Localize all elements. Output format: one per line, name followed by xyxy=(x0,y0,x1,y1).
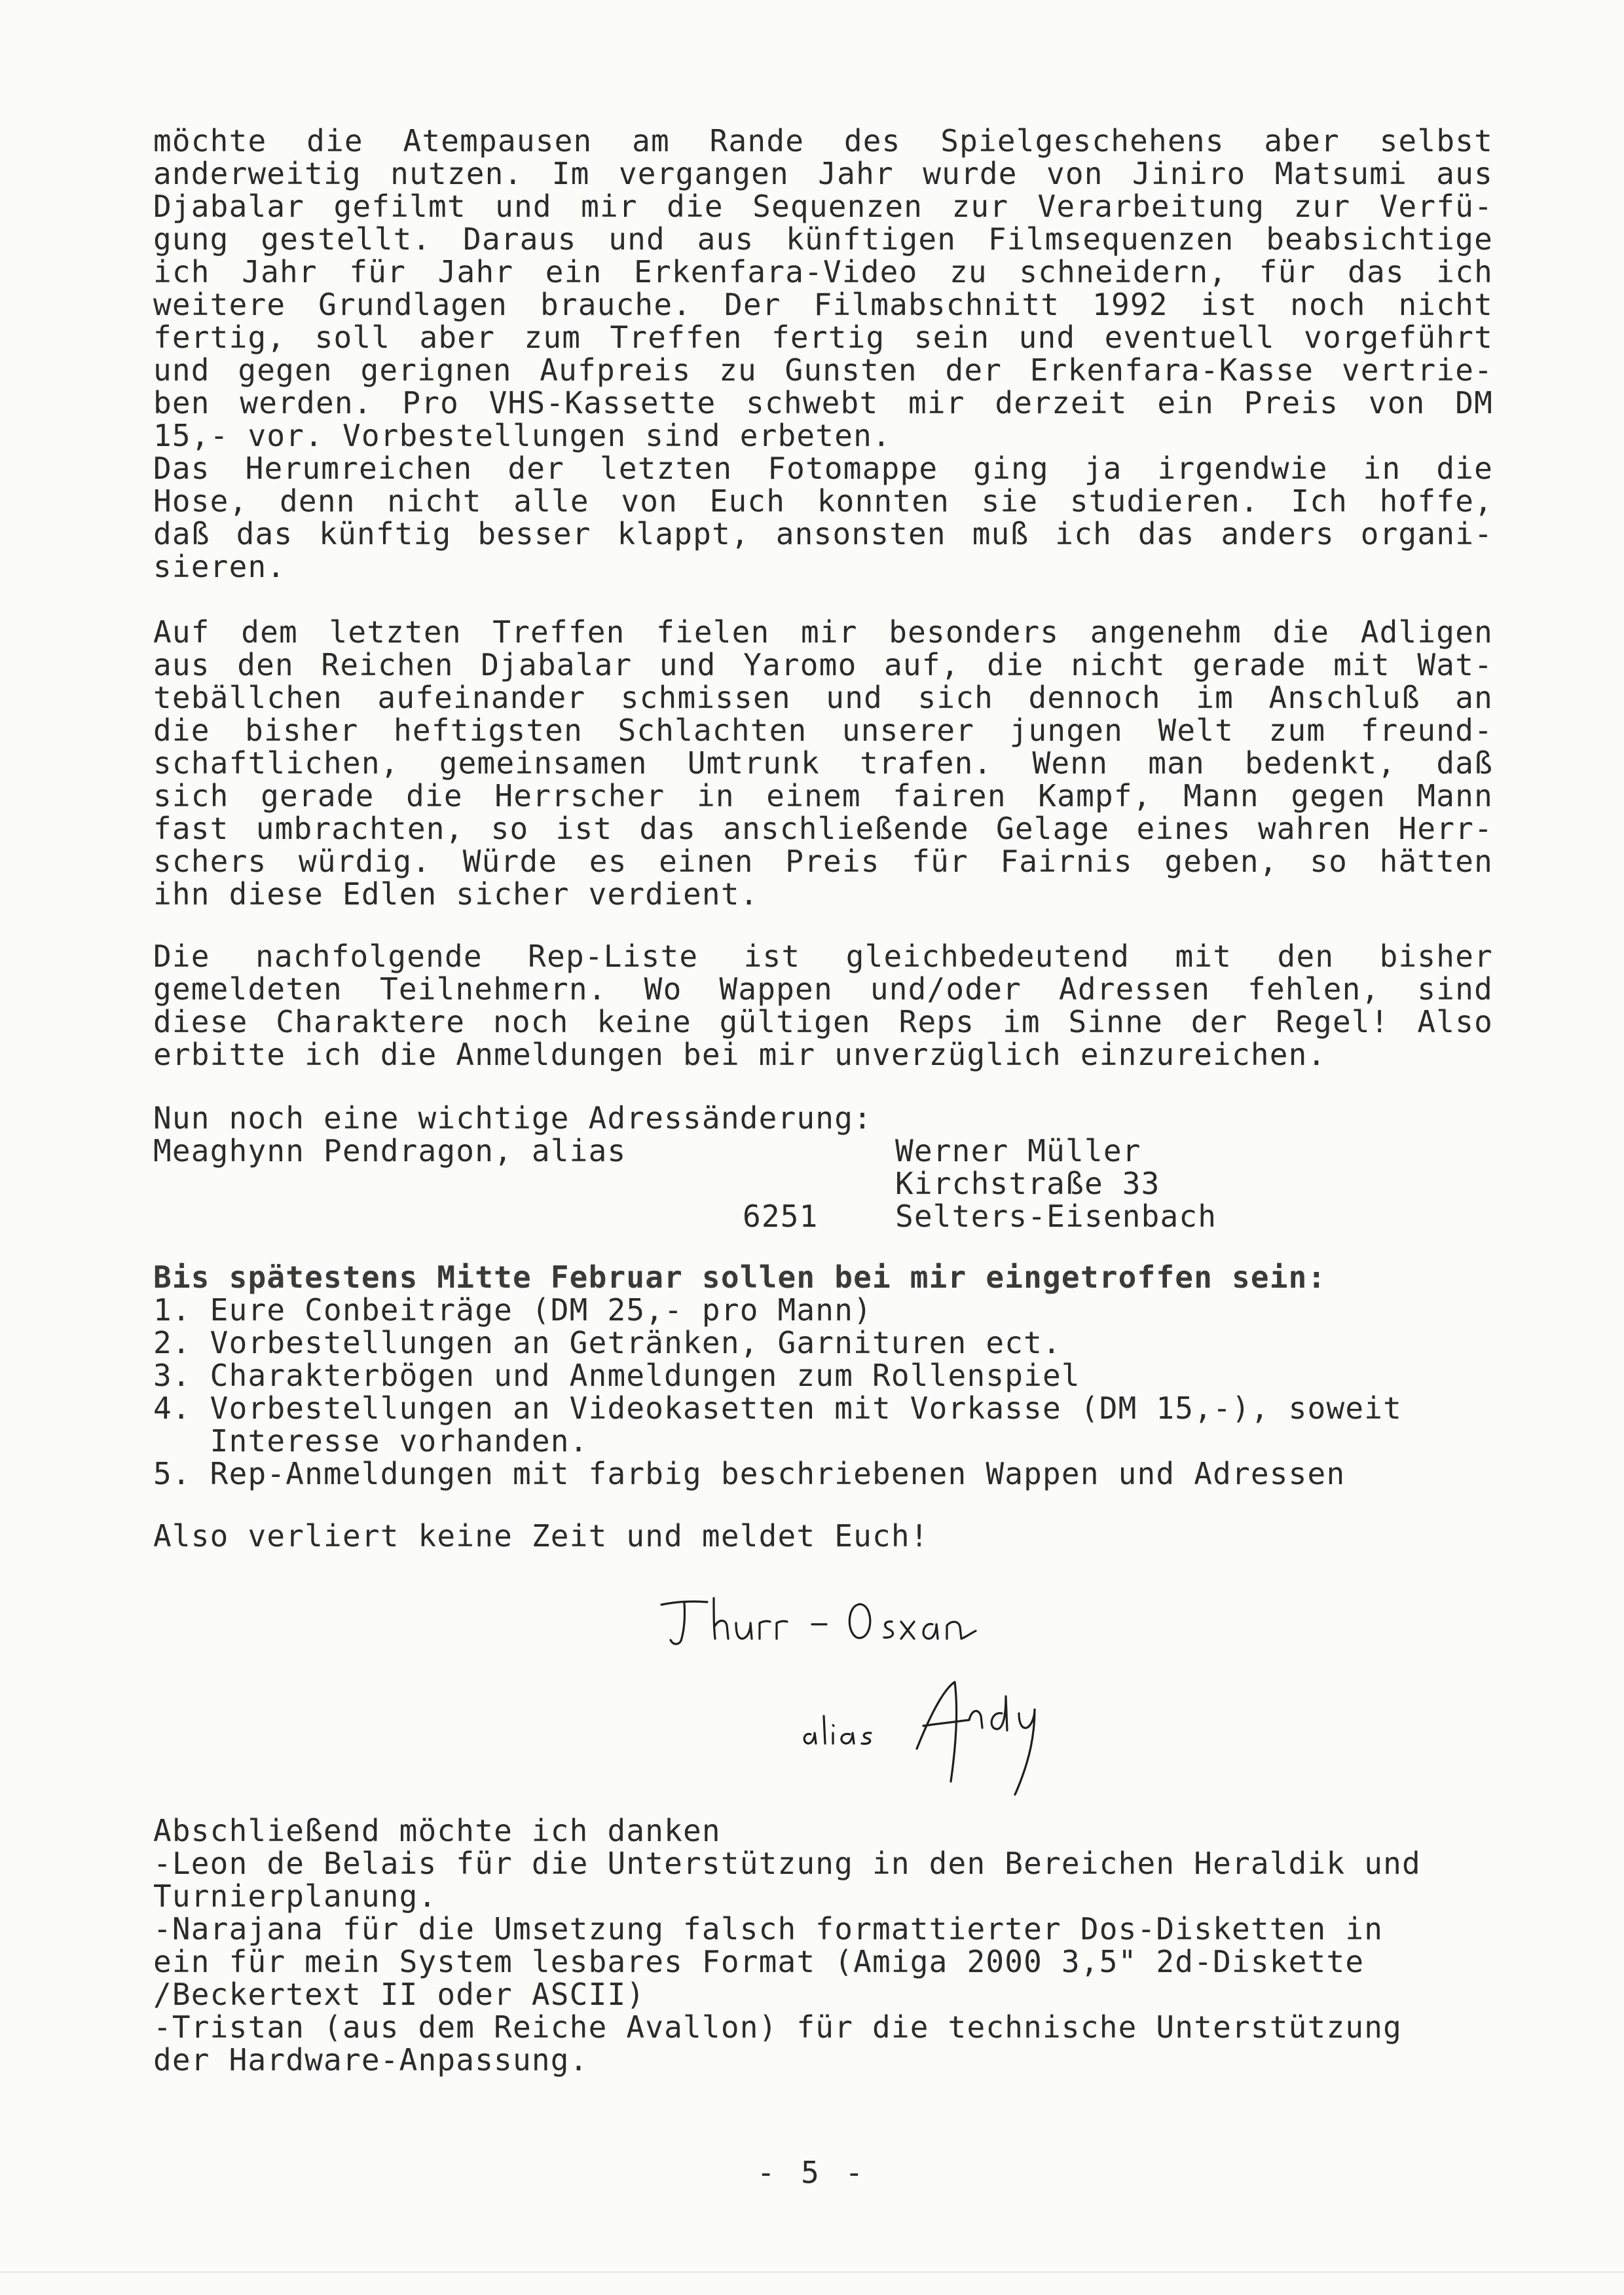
text-line: ein für mein System lesbares Format (Amiga 2000 3,5" 2d-Diskette xyxy=(153,1944,1365,1979)
text-line: -Leon de Belais für die Unterstützung in den Bereichen Heraldik und xyxy=(153,1846,1421,1881)
list-item: 4. Vorbestellungen an Videokasetten mit Vorkasse (DM 15,-), soweit xyxy=(153,1390,1403,1426)
list-item: 2. Vorbestellungen an Getränken, Garnituren ect. xyxy=(153,1325,1061,1360)
text-line: tebällchen aufeinander schmissen und sich dennoch im Anschluß an xyxy=(153,680,1493,715)
text-line: Turnierplanung. xyxy=(153,1878,437,1914)
list-item: Interesse vorhanden. xyxy=(153,1423,589,1459)
text-line: Djabalar gefilmt und mir die Sequenzen zur Verarbeitung zur Verfü- xyxy=(153,189,1493,224)
text-line: fast umbrachten, so ist das anschließende Gelage eines wahren Herr- xyxy=(153,811,1493,846)
text-line: erbitte ich die Anmeldungen bei mir unverzüglich einzureichen. xyxy=(153,1037,1327,1072)
text-line: Das Herumreichen der letzten Fotomappe ging ja irgendwie in die xyxy=(153,451,1493,486)
text-line: und gegen gerignen Aufpreis zu Gunsten der Erkenfara-Kasse vertrie- xyxy=(153,352,1493,388)
text-line: anderweitig nutzen. Im vergangen Jahr wurde von Jiniro Matsumi aus xyxy=(153,156,1493,191)
text-line: ich Jahr für Jahr ein Erkenfara-Video zu schneidern, für das ich xyxy=(153,254,1493,289)
text-line: gung gestellt. Daraus und aus künftigen Filmsequenzen beabsichtige xyxy=(153,221,1493,257)
text-line: gemeldeten Teilnehmern. Wo Wappen und/oder Adressen fehlen, sind xyxy=(153,971,1493,1007)
text-line: fertig, soll aber zum Treffen fertig sein und eventuell vorgeführt xyxy=(153,320,1493,355)
text-line: der Hardware-Anpassung. xyxy=(153,2042,589,2078)
paragraph-last-meeting xyxy=(153,616,1493,910)
text-line: möchte die Atempausen am Rande des Spielgeschehens aber selbst xyxy=(153,123,1493,159)
text-line: -Tristan (aus dem Reiche Avallon) für die technische Unterstützung xyxy=(153,2009,1403,2045)
text-line: die bisher heftigsten Schlachten unserer jungen Welt zum freund- xyxy=(153,713,1493,748)
text-line: ihn diese Edlen sicher verdient. xyxy=(153,876,759,912)
scan-edge-line xyxy=(0,2271,1624,2273)
list-item: 5. Rep-Anmeldungen mit farbig beschriebenen Wappen und Adressen xyxy=(153,1456,1346,1491)
page-number: - 5 - xyxy=(756,2155,868,2190)
text-line: Also verliert keine Zeit und meldet Euch! xyxy=(153,1518,929,1554)
paragraph-rep-list xyxy=(153,940,1493,1071)
text-line: Die nachfolgende Rep-Liste ist gleichbedeutend mit den bisher xyxy=(153,939,1493,974)
address-block xyxy=(153,1134,1266,1233)
deadline-section xyxy=(153,1261,1493,1490)
list-item: 3. Charakterbögen und Anmeldungen zum Rollenspiel xyxy=(153,1358,1080,1393)
text-line: diese Charaktere noch keine gültigen Reps im Sinne der Regel! Also xyxy=(153,1004,1493,1039)
text-line: sieren. xyxy=(153,549,286,584)
text-line: ben werden. Pro VHS-Kassette schwebt mir derzeit ein Preis von DM xyxy=(153,385,1493,420)
address-name: Werner Müller xyxy=(895,1133,1141,1168)
address-street: Kirchstraße 33 xyxy=(895,1166,1160,1201)
text-line: -Narajana für die Umsetzung falsch formattierter Dos-Disketten in xyxy=(153,1911,1384,1947)
list-item: 1. Eure Conbeiträge (DM 25,- pro Mann) xyxy=(153,1292,872,1328)
text-line: 15,- vor. Vorbestellungen sind erbeten. xyxy=(153,418,891,453)
paragraph-video xyxy=(153,124,1493,452)
alias-label: Meaghynn Pendragon, alias xyxy=(153,1133,627,1168)
closing-call xyxy=(153,1520,1493,1552)
text-line: sich gerade die Herrscher in einem fairen Kampf, Mann gegen Mann xyxy=(153,778,1493,813)
text-line: Hose, denn nicht alle von Euch konnten sie studieren. Ich hoffe, xyxy=(153,483,1493,519)
text-line: /Beckertext II oder ASCII) xyxy=(153,1977,646,2012)
address-change-intro xyxy=(153,1102,1493,1134)
text-line: Abschließend möchte ich danken xyxy=(153,1813,721,1848)
text-line: aus den Reichen Djabalar und Yaromo auf, die nicht gerade mit Wat- xyxy=(153,647,1493,682)
thanks-section xyxy=(153,1814,1493,2076)
address-city: Selters-Eisenbach xyxy=(895,1199,1217,1234)
paragraph-photo-album xyxy=(153,452,1493,583)
handwritten-signature xyxy=(655,1585,1113,1801)
text-line: weitere Grundlagen brauche. Der Filmabschnitt 1992 ist noch nicht xyxy=(153,287,1493,322)
deadline-heading: Bis spätestens Mitte Februar sollen bei mir eingetroffen sein: xyxy=(153,1259,1327,1295)
text-line: daß das künftig besser klappt, ansonsten muß ich das anders organi- xyxy=(153,516,1493,551)
text-line: Auf dem letzten Treffen fielen mir besonders angenehm die Adligen xyxy=(153,614,1493,650)
text-line: schaftlichen, gemeinsamen Umtrunk trafen. Wenn man bedenkt, daß xyxy=(153,745,1493,781)
address-postcode: 6251 xyxy=(743,1199,819,1234)
text-line: Nun noch eine wichtige Adressänderung: xyxy=(153,1100,872,1136)
text-line: schers würdig. Würde es einen Preis für Fairnis geben, so hätten xyxy=(153,844,1493,879)
